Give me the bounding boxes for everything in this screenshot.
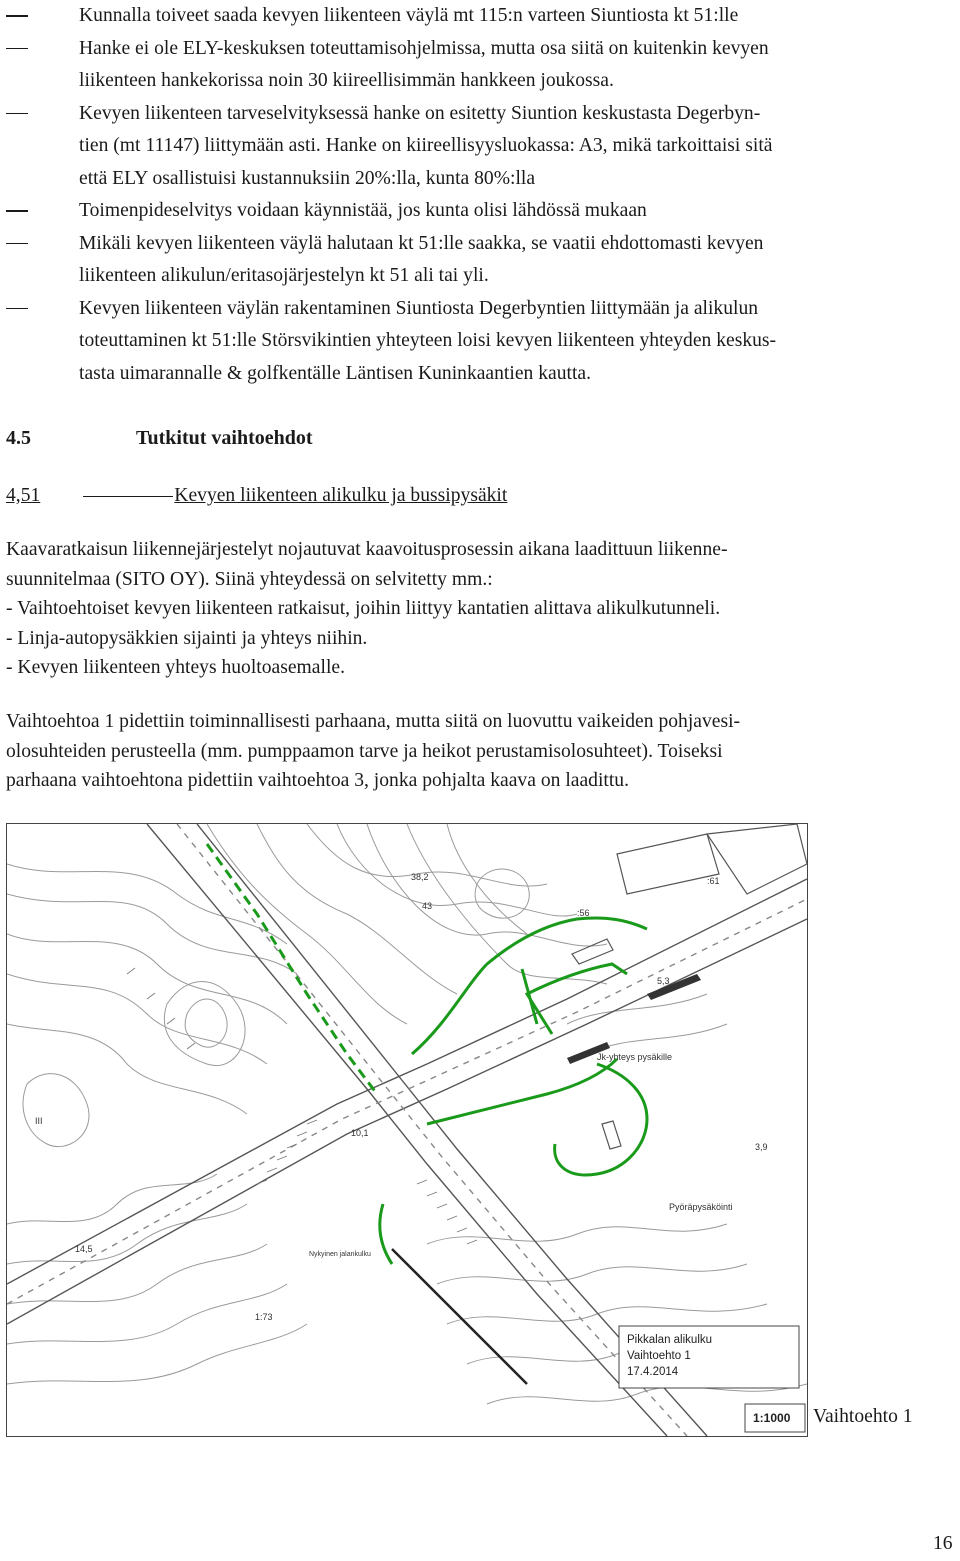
bullet-item: Kevyen liikenteen väylän rakentaminen Siuntiosta Degerbyntien liittymään ja alikulun toteuttaminen kt 51:lle Störsvikintien yhteyteen loisi kevyen liikenteen yhteyden keskus- tasta uimarannalle & golfkentälle Läntisen Kuninkaantien kautta. (0, 293, 960, 391)
plot-label: :61 (707, 876, 720, 886)
dash-icon (6, 15, 28, 17)
elevation-label: 10,1 (351, 1128, 369, 1138)
contour-lines (7, 824, 807, 1404)
bullet-list (0, 0, 960, 390)
dash-icon (6, 308, 28, 310)
existing-underpass-label: Nykyinen jalankulku (309, 1251, 371, 1258)
bus-shelters (567, 974, 701, 1064)
section-number: 4.5 (6, 427, 31, 449)
subsection-title: Kevyen liikenteen alikulku ja bussipysäkit (174, 485, 508, 506)
subsection-heading (6, 480, 507, 513)
dash-icon (6, 243, 28, 245)
dash-icon (6, 210, 28, 212)
title-block (619, 1326, 805, 1432)
svg-text:Pikkalan alikulku: Pikkalan alikulku (627, 1334, 713, 1346)
plot-label: III (35, 1116, 43, 1126)
elevation-label: 5,3 (657, 976, 670, 986)
map-labels (35, 872, 768, 1322)
site-plan-drawing (7, 824, 807, 1436)
paragraph-alternatives: Vaihtoehtoa 1 pidettiin toiminnallisesti parhaana, mutta siitä on luovuttu vaikeiden pohjavesi- olosuhteiden perusteella (mm. pumppaamon tarve ja heikot perustamisolosuhteet). Toiseksi parhaana vaihtoehtona pidettiin vaihtoehtoa 3, jonka pohjalta kaava on laadittu. (6, 711, 741, 791)
bullet-item: Kevyen liikenteen tarveselvityksessä hanke on esitetty Siuntion keskustasta Degerbyn- tien (mt 11147) liittymään asti. Hanke on kiireellisyysluokassa: A3, mikä tarkoittaisi sitä että ELY osallistuisi kustannuksiin 20%:lla, kunta 80%:lla (0, 98, 960, 196)
elevation-label: 43 (422, 901, 433, 911)
buildings (572, 824, 807, 1149)
paragraph-traffic-plan: Kaavaratkaisun liikennejärjestelyt nojautuvat kaavoitusprosessin aikana laadittuun liikenne- suunnitelmaa (SITO OY). Siinä yhteydessä on selvitetty mm.: - Vaihtoehtoiset kevyen liikenteen ratkaisut, joihin liittyy kantatien alittava alikulkutunneli. - Linja-autopysäkkien sijainti ja yhteys niihin. - Kevyen liikenteen yhteys huoltoasemalle. (6, 539, 728, 678)
underline-gap (83, 496, 173, 497)
bullet-item: Hanke ei ole ELY-keskuksen toteuttamisohjelmissa, mutta osa siitä on kuitenkin kevyen liikenteen hankekorissa noin 30 kiireellisimmän hankkeen joukossa. (0, 33, 960, 98)
plot-label: :56 (577, 908, 590, 918)
dash-icon (6, 113, 28, 115)
figure-caption: Vaihtoehto 1 (813, 1406, 913, 1427)
curb-hatching (127, 968, 477, 1244)
site-plan-map (6, 823, 808, 1437)
bullet-item: Mikäli kevyen liikenteen väylä halutaan kt 51:lle saakka, se vaatii ehdottomasti kevyen liikenteen alikulun/eritasojärjestelyn kt 51 ali tai yli. (0, 228, 960, 293)
bike-parking-label: Pyöräpysäköinti (669, 1202, 733, 1212)
bullet-item: Toimenpideselvitys voidaan käynnistää, jos kunta olisi lähdössä mukaan (0, 195, 960, 228)
svg-text:17.4.2014: 17.4.2014 (627, 1366, 679, 1378)
bullet-item: Kunnalla toiveet saada kevyen liikenteen väylä mt 115:n varteen Siuntiosta kt 51:lle (0, 0, 960, 33)
plot-label: 1:73 (255, 1312, 273, 1322)
elevation-label: 3,9 (755, 1142, 768, 1152)
existing-underpass-line (392, 1249, 527, 1384)
dash-icon (6, 48, 28, 50)
elevation-label: 38,2 (411, 872, 429, 882)
subsection-number: 4,51 (6, 485, 41, 506)
elevation-label: 14,5 (75, 1244, 93, 1254)
section-heading (6, 422, 313, 455)
scale-label: 1:1000 (753, 1411, 791, 1425)
section-title: Tutkitut vaihtoehdot (136, 427, 313, 449)
page-number: 16 (933, 1533, 953, 1554)
svg-text:Vaihtoehto 1: Vaihtoehto 1 (627, 1350, 691, 1362)
bus-stop-label: Jk-yhteys pysäkille (597, 1052, 673, 1062)
